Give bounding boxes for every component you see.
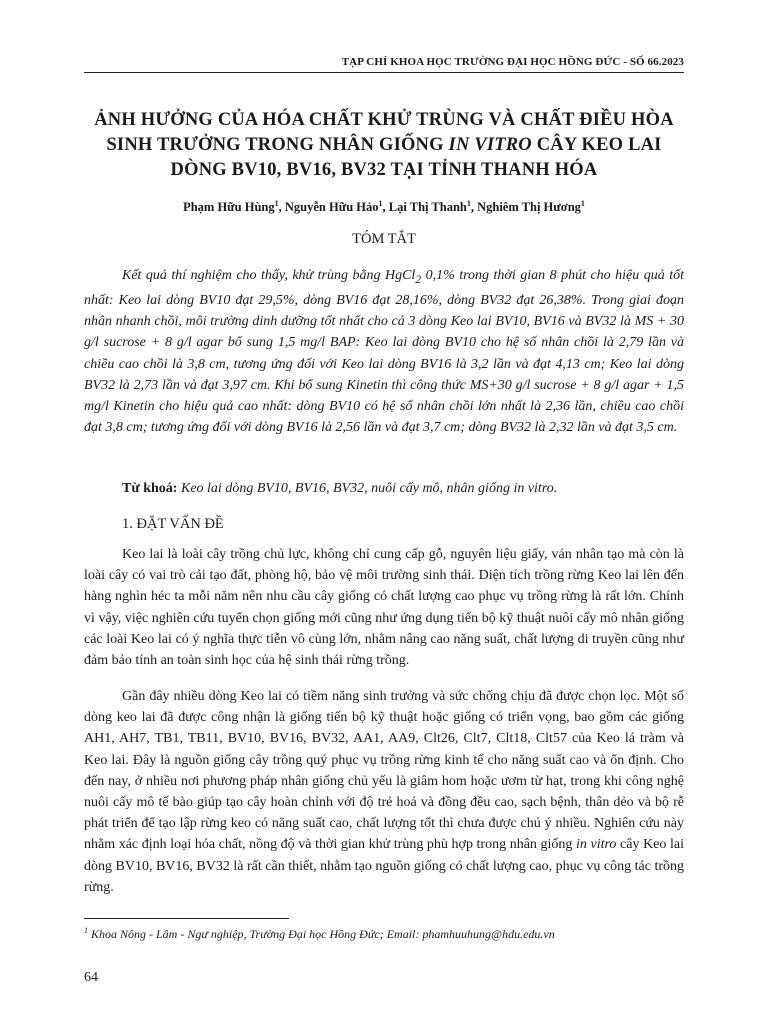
title-line-2-pre: SINH TRƯỞNG TRONG NHÂN GIỐNG <box>106 135 449 155</box>
title-line-2-post: CÂY KEO LAI <box>531 135 662 155</box>
abstract-part-1: Kết quả thí nghiệm cho thấy, khử trùng bằng HgCl <box>122 268 416 283</box>
header-rule <box>84 72 684 73</box>
running-header-block <box>84 56 684 73</box>
paragraph-2-part-a: Gần đây nhiều dòng Keo lai có tiềm năng sinh trưởng và sức chống chịu đã được chọn lọc. Một số dòng keo lai đã được công nhận là giống tiến bộ kỹ thuật hoặc giống có triển vọng, bao gồm các giống AH1, AH7, TB1, TB11, BV10, BV16, BV32, AA1, AA9, Clt26, Clt7, Clt18, Clt57 của Keo lá tràm và Keo lai. Đây là nguồn giống cây trồng quý phục vụ trồng rừng kinh tế cho năng suất cao và ổn định. Cho đến nay, ở nhiều nơi phương pháp nhân giống chủ yếu là giâm hom hoặc ươm từ hạt, trong khi công nghệ nuôi cấy mô tế bào giúp tạo cây hoàn chỉnh với độ trẻ hoá và đồng đều cao, sạch bệnh, thân dẻo và bộ rễ phát triển để tạo lập rừng keo có năng suất cao, chất lượng tốt thì chưa được chú ý nhiều. Nghiên cứu này nhằm xác định loại hóa chất, nồng độ và thời gian khử trùng phù hợp trong nhân giống <box>84 689 684 853</box>
body-paragraph-2 <box>84 686 684 898</box>
footnote-marker: 1 <box>84 926 88 935</box>
abstract-part-2: 0,1% trong thời gian 8 phút cho hiệu quả tốt nhất: Keo lai dòng BV10 đạt 29,5%, dòng BV16 đạt 28,16%, dòng BV32 đạt 26,38%. Trong giai đoạn nhân nhanh chồi, môi trường dinh dưỡng tốt nhất cho cả 3 dòng Keo lai BV10, BV16 và BV32 là MS + 30 g/l sucrose + 8 g/l agar bổ sung 1,5 mg/l BAP: Keo lai dòng BV10 cho hệ số nhân chồi là 2,79 lần và chiều cao chồi là 3,8 cm, tương ứng đối với Keo lai dòng BV16 là 3,2 lần và đạt 4,13 cm; Keo lai dòng BV32 là 2,73 lần và đạt 3,97 cm. Khi bổ sung Kinetin thì công thức MS+30 g/l sucrose + 8 g/l agar + 1,5 mg/l Kinetin cho hiệu quả cao nhất: dòng BV10 có hệ số nhân chồi lớn nhất là 2,36 lần, chiều cao chồi đạt 3,8 cm; tương ứng đối với dòng BV16 là 2,56 lần và đạt 3,7 cm; dòng BV32 là 2,32 lần và đạt 3,5 cm. <box>84 268 684 436</box>
title-line-1: ẢNH HƯỞNG CỦA HÓA CHẤT KHỬ TRÙNG VÀ CHẤT ĐIỀU HÒA <box>94 110 674 130</box>
title-line-3: DÒNG BV10, BV16, BV32 TẠI TỈNH THANH HÓA <box>170 160 598 180</box>
title-line-2-italic: IN VITRO <box>448 135 532 155</box>
author-affiliation: 1 <box>274 199 279 208</box>
journal-header: TẠP CHÍ KHOA HỌC TRƯỜNG ĐẠI HỌC HỒNG ĐỨC - SỐ 66.2023 <box>341 56 684 68</box>
author: Nghiêm Thị Hương <box>477 200 581 215</box>
abstract-heading: TÓM TẮT <box>352 231 416 247</box>
section-heading: 1. ĐẶT VẤN ĐỀ <box>122 516 224 532</box>
author: Lại Thị Thanh <box>388 200 467 215</box>
abstract-subscript: 2 <box>415 272 422 286</box>
paragraph-2-italic: in vitro <box>576 837 617 853</box>
author-list: Phạm Hữu Hùng$^1$, Nguyễn Hữu Hảo$^1$, Lại Thị Thanh$^1$, Nghiêm Thị Hương$^1$ <box>183 199 585 215</box>
author: Nguyễn Hữu Hảo <box>284 200 379 215</box>
paragraph-2-part-b: cây Keo lai dòng BV10, BV16, BV32 là rất cần thiết, nhằm tạo nguồn giống có chất lượng cao, phục vụ công tác trồng rừng. <box>84 837 684 895</box>
paper-title <box>84 108 684 183</box>
author-affiliation: 1 <box>580 199 585 208</box>
author: Phạm Hữu Hùng <box>183 200 275 215</box>
body-paragraph-1: Keo lai là loài cây trồng chủ lực, không chỉ cung cấp gỗ, nguyên liệu giấy, ván nhân tạo mà còn là loài cây có vai trò cải tạo đất, phòng hộ, bảo vệ môi trường sinh thái. Diện tích trồng rừng Keo lai lên đến hàng nghìn héc ta mỗi năm nên nhu cầu cây giống có chất lượng cao phục vụ trồng rừng là rất lớn. Chính vì vậy, việc nghiên cứu tuyển chọn giống mới cũng như ứng dụng tiến bộ kỹ thuật nuôi cấy mô nhân giống các loài Keo lai có ý nghĩa thực tiễn vô cùng lớn, nhằm nâng cao năng suất, chất lượng di truyền cũng như đảm bảo tính an toàn sinh học của hệ sinh thái rừng trồng. <box>84 547 684 669</box>
keywords-text: Keo lai dòng BV10, BV16, BV32, nuôi cấy mô, nhân giống in vitro. <box>177 481 558 496</box>
keywords-label: Từ khoá: <box>122 481 178 496</box>
footnote-rule <box>84 918 289 919</box>
title-line-2 <box>84 133 684 158</box>
footnote <box>84 926 684 942</box>
page-number: 64 <box>84 970 98 985</box>
keywords <box>122 481 684 497</box>
abstract-body <box>84 265 684 438</box>
author-affiliation: 1 <box>378 199 383 208</box>
footnote-text: Khoa Nông - Lâm - Ngư nghiệp, Trường Đại học Hồng Đức; Email: phamhuuhung@hdu.edu.vn <box>88 927 555 941</box>
author-affiliation: 1 <box>466 199 471 208</box>
